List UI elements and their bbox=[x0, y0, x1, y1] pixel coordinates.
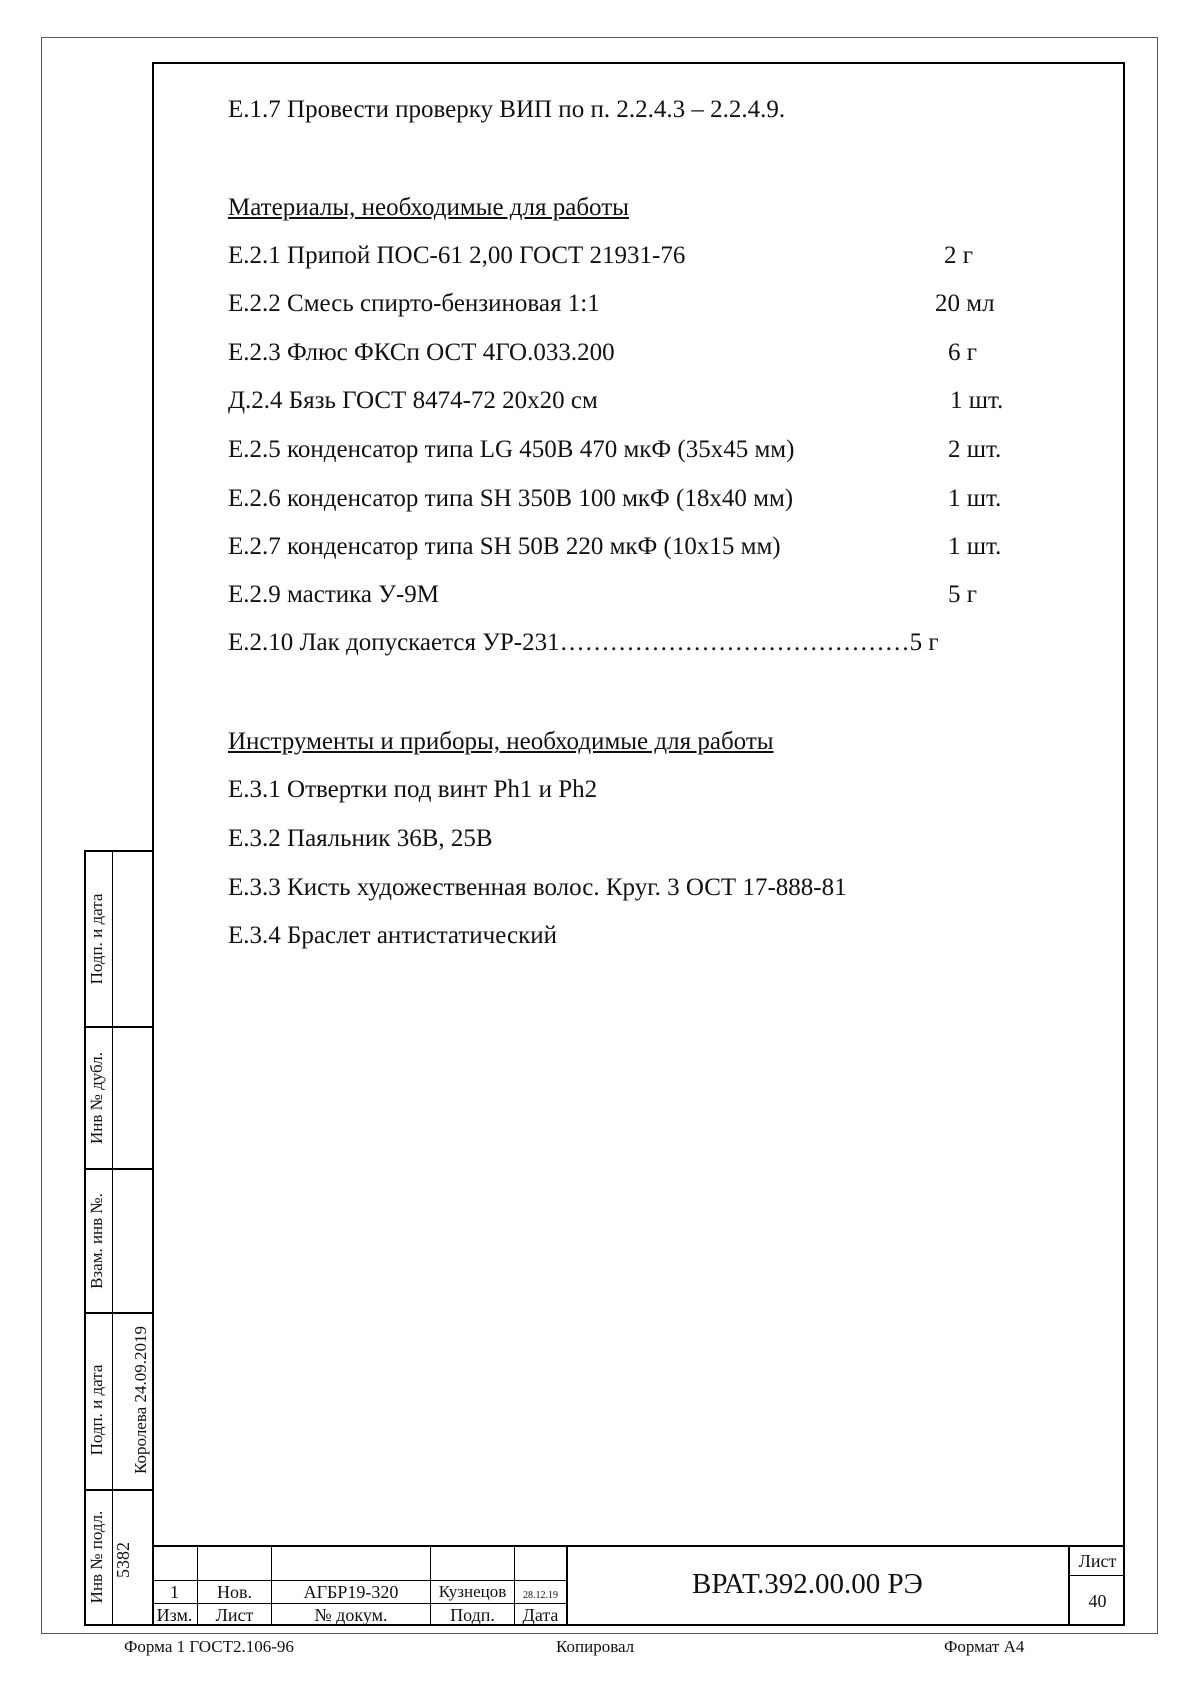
tb-list-value: Нов. bbox=[217, 1582, 252, 1602]
material-item: Е.2.7 конденсатор типа SH 50В 220 мкФ (10х15 мм) bbox=[228, 533, 781, 560]
label-inv-dubl: Инв № дубл. bbox=[87, 1052, 106, 1145]
tool-item: Е.3.4 Браслет антистатический bbox=[228, 922, 557, 949]
line-e17: Е.1.7 Провести проверку ВИП по п. 2.2.4.3 – 2.2.4.9. bbox=[228, 96, 786, 123]
material-qty: 2 г bbox=[944, 242, 974, 269]
material-item: Е.2.9 мастика У-9М bbox=[228, 581, 440, 608]
tb-sheet-label: Лист bbox=[1078, 1551, 1117, 1571]
tb-sheet-number: 40 bbox=[1088, 1591, 1107, 1611]
material-qty: 1 шт. bbox=[950, 387, 1004, 414]
tb-dokum-label: № докум. bbox=[314, 1605, 388, 1625]
tb-list-label: Лист bbox=[215, 1605, 254, 1625]
material-item: Е.2.5 конденсатор типа LG 450В 470 мкФ (35х45 мм) bbox=[228, 436, 795, 463]
label-podp-data-1: Подп. и дата bbox=[87, 893, 106, 985]
material-item: Е.2.10 Лак допускается УР-231……………………………………5 г bbox=[228, 629, 939, 656]
material-qty: 2 шт. bbox=[948, 436, 1002, 463]
footer-format: Формат А4 bbox=[944, 1637, 1025, 1656]
tool-item: Е.3.2 Паяльник 36В, 25В bbox=[228, 825, 493, 852]
material-item: Е.2.6 конденсатор типа SH 350В 100 мкФ (18х40 мм) bbox=[228, 485, 794, 512]
materials-heading: Материалы, необходимые для работы bbox=[228, 194, 629, 221]
label-inv-podl: Инв № подл. bbox=[87, 1510, 106, 1604]
tb-data-label: Дата bbox=[522, 1605, 559, 1625]
material-qty: 1 шт. bbox=[948, 533, 1002, 560]
signature-koroleva: Королева 24.09.2019 bbox=[131, 1326, 150, 1474]
document-code: ВРАТ.392.00.00 РЭ bbox=[692, 1568, 923, 1600]
material-qty: 6 г bbox=[948, 339, 978, 366]
material-qty: 5 г bbox=[948, 581, 978, 608]
material-item: Е.2.3 Флюс ФКСп ОСТ 4ГО.033.200 bbox=[228, 339, 615, 366]
tb-data-value: 28.12.19 bbox=[523, 1590, 558, 1601]
material-qty: 1 шт. bbox=[948, 485, 1002, 512]
tool-item: Е.3.1 Отвертки под винт Ph1 и Ph2 bbox=[228, 776, 598, 803]
footer-copied: Копировал bbox=[556, 1637, 635, 1656]
tb-podp-label: Подп. bbox=[450, 1605, 495, 1625]
tb-dokum-value: АГБР19-320 bbox=[303, 1582, 399, 1602]
tb-podp-value: Кузнецов bbox=[438, 1582, 507, 1601]
material-item: Д.2.4 Бязь ГОСТ 8474-72 20х20 см bbox=[228, 387, 598, 414]
tb-izm-value: 1 bbox=[170, 1582, 179, 1602]
material-qty: 20 мл bbox=[935, 290, 995, 317]
footer-form: Форма 1 ГОСТ2.106-96 bbox=[124, 1637, 294, 1656]
label-vzam-inv: Взам. инв №. bbox=[87, 1193, 106, 1289]
tool-item: Е.3.3 Кисть художественная волос. Круг. 3 ОСТ 17-888-81 bbox=[228, 874, 847, 901]
inv-podl-value: 5382 bbox=[113, 1542, 133, 1578]
label-podp-data-2: Подп. и дата bbox=[87, 1364, 106, 1456]
material-item: Е.2.1 Припой ПОС-61 2,00 ГОСТ 21931-76 bbox=[228, 242, 686, 269]
tb-izm-label: Изм. bbox=[156, 1605, 193, 1625]
material-item: Е.2.2 Смесь спирто-бензиновая 1:1 bbox=[228, 290, 600, 317]
tools-heading: Инструменты и приборы, необходимые для работы bbox=[228, 728, 774, 755]
